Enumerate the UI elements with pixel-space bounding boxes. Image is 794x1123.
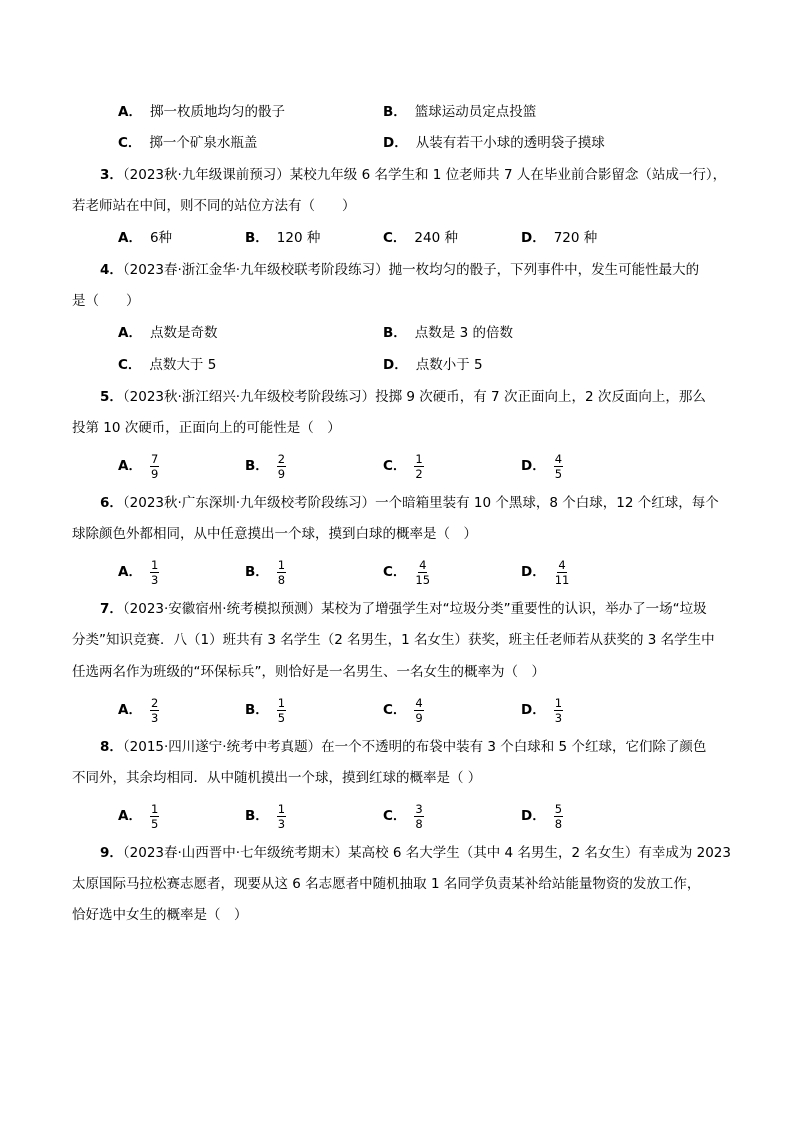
q7-option-d	[521, 693, 563, 727]
question-text: （2023·安徽宿州·统考模拟预测）某校为了增强学生对“垃圾分类”重要性的认识，举办了一场“垃圾	[122, 601, 707, 617]
fraction	[277, 802, 286, 831]
fraction	[150, 696, 159, 725]
question-text: （2015·四川遂宁·统考中考真题）在一个不透明的布袋中装有 3 个白球和 5 个红球，它们除了颜色	[122, 739, 707, 755]
option-label: D．	[521, 458, 546, 474]
q8-option-c	[383, 799, 424, 833]
q2-option-b	[383, 102, 536, 122]
option-label: B．	[245, 702, 269, 718]
denominator: 5	[150, 816, 159, 831]
q6-stem-line2: 球除颜色外都相同，从中任意摸出一个球，摸到白球的概率是（ ）	[72, 526, 477, 542]
option-label: C．	[383, 702, 407, 718]
fraction	[414, 802, 423, 831]
q3-stem-line1	[100, 165, 726, 185]
option-label: A．	[118, 325, 142, 341]
numerator: 2	[150, 695, 159, 710]
fraction	[277, 696, 286, 725]
option-label: A．	[118, 104, 142, 120]
option-label: B．	[383, 104, 407, 120]
q3-stem-line2: 若老师站在中间，则不同的站位方法有（ ）	[72, 198, 356, 214]
q8-option-a	[118, 799, 159, 833]
q3-option-b	[245, 228, 320, 248]
question-number: 4．	[100, 262, 123, 278]
option-label: B．	[245, 808, 269, 824]
q4-option-b	[383, 323, 513, 343]
q4-option-d	[383, 355, 483, 375]
option-text: 从装有若干小球的透明袋子摸球	[415, 135, 605, 151]
numerator: 4	[554, 451, 563, 466]
q5-stem-line1	[100, 387, 706, 407]
option-label: C．	[383, 230, 407, 246]
denominator: 9	[277, 466, 286, 481]
denominator: 9	[415, 710, 423, 725]
denominator: 8	[415, 816, 423, 831]
option-label: B．	[383, 325, 407, 341]
fraction	[150, 558, 159, 587]
question-number: 6．	[100, 495, 123, 511]
q6-stem-line1	[100, 493, 719, 513]
option-label: C．	[118, 357, 142, 373]
q6-option-c	[383, 555, 431, 589]
option-label: D．	[521, 702, 546, 718]
option-label: C．	[118, 135, 142, 151]
q4-option-c	[118, 355, 216, 375]
q5-option-a	[118, 449, 159, 483]
fraction	[414, 558, 431, 587]
question-text: （2023春·浙江金华·九年级校联考阶段练习）抛一枚均匀的骰子，下列事件中，发生可能性最大的	[122, 262, 700, 278]
option-label: A．	[118, 564, 142, 580]
question-number: 5．	[100, 389, 123, 405]
denominator: 9	[150, 466, 159, 481]
denominator: 3	[150, 710, 159, 725]
numerator: 1	[277, 801, 286, 816]
q7-stem-line1	[100, 599, 707, 619]
option-text: 点数小于 5	[415, 357, 483, 373]
numerator: 7	[150, 451, 159, 466]
fraction	[414, 696, 423, 725]
q7-option-a	[118, 693, 159, 727]
option-label: A．	[118, 808, 142, 824]
numerator: 4	[419, 557, 427, 572]
q3-option-a	[118, 228, 172, 248]
q6-option-b	[245, 555, 286, 589]
q3-option-d	[521, 228, 597, 248]
option-text: 点数大于 5	[149, 357, 217, 373]
denominator: 8	[277, 572, 286, 587]
q8-stem-line2: 不同外，其余均相同．从中随机摸出一个球，摸到红球的概率是（ ）	[72, 770, 482, 786]
option-label: A．	[118, 230, 142, 246]
option-text: 点数是 3 的倍数	[414, 325, 513, 341]
denominator: 5	[554, 466, 563, 481]
fraction	[554, 452, 563, 481]
q6-option-d	[521, 555, 570, 589]
option-label: C．	[383, 564, 407, 580]
numerator: 1	[150, 801, 159, 816]
numerator: 1	[277, 695, 286, 710]
fraction	[277, 452, 286, 481]
fraction	[554, 558, 571, 587]
q3-option-c	[383, 228, 458, 248]
denominator: 3	[554, 710, 563, 725]
q5-option-d	[521, 449, 563, 483]
q5-option-b	[245, 449, 286, 483]
option-text: 6种	[149, 230, 173, 246]
q9-stem-line2: 太原国际马拉松赛志愿者，现要从这 6 名志愿者中随机抽取 1 名同学负责某补给站能量物资的发放工作，	[72, 876, 701, 892]
numerator: 4	[558, 557, 566, 572]
q5-option-c	[383, 449, 424, 483]
option-label: A．	[118, 702, 142, 718]
option-label: D．	[521, 230, 546, 246]
option-label: D．	[383, 135, 408, 151]
denominator: 11	[554, 572, 570, 587]
numerator: 3	[415, 801, 423, 816]
question-number: 7．	[100, 601, 123, 617]
denominator: 8	[554, 816, 563, 831]
option-text: 720 种	[553, 230, 598, 246]
q8-option-b	[245, 799, 286, 833]
question-number: 9．	[100, 845, 123, 861]
numerator: 2	[277, 451, 286, 466]
fraction	[150, 452, 159, 481]
option-text: 点数是奇数	[149, 325, 218, 341]
q4-option-a	[118, 323, 217, 343]
option-label: C．	[383, 458, 407, 474]
option-label: B．	[245, 230, 269, 246]
numerator: 1	[554, 695, 563, 710]
numerator: 1	[150, 557, 159, 572]
option-text: 篮球运动员定点投篮	[414, 104, 537, 120]
question-text: （2023秋·九年级课前预习）某校九年级 6 名学生和 1 位老师共 7 人在毕业前合影留念（站成一行），	[122, 167, 727, 183]
q5-stem-line2: 投第 10 次硬币，正面向上的可能性是（ ）	[72, 420, 341, 436]
option-text: 掷一个矿泉水瓶盖	[149, 135, 258, 151]
numerator: 1	[277, 557, 286, 572]
q7-option-b	[245, 693, 286, 727]
fraction	[150, 802, 159, 831]
q7-option-c	[383, 693, 424, 727]
q2-option-a	[118, 102, 285, 122]
option-text: 掷一枚质地均匀的骰子	[149, 104, 285, 120]
option-text: 120 种	[276, 230, 321, 246]
q4-stem-line2: 是（ ）	[72, 293, 140, 309]
numerator: 4	[415, 695, 423, 710]
q4-stem-line1	[100, 260, 699, 280]
option-label: B．	[245, 458, 269, 474]
option-label: D．	[521, 808, 546, 824]
denominator: 2	[415, 466, 423, 481]
fraction	[554, 802, 563, 831]
q6-option-a	[118, 555, 159, 589]
numerator: 1	[415, 451, 423, 466]
option-label: C．	[383, 808, 407, 824]
denominator: 3	[150, 572, 159, 587]
q2-option-d	[383, 133, 605, 153]
option-label: D．	[521, 564, 546, 580]
denominator: 5	[277, 710, 286, 725]
question-number: 3．	[100, 167, 123, 183]
numerator: 5	[554, 801, 563, 816]
option-label: A．	[118, 458, 142, 474]
option-label: D．	[383, 357, 408, 373]
q2-option-c	[118, 133, 257, 153]
q8-stem-line1	[100, 737, 706, 757]
option-text: 240 种	[414, 230, 458, 246]
q9-stem-line1	[100, 843, 731, 863]
question-number: 8．	[100, 739, 123, 755]
q7-stem-line3: 任选两名作为班级的“环保标兵”，则恰好是一名男生、一名女生的概率为（ ）	[72, 664, 545, 680]
fraction	[277, 558, 286, 587]
q7-stem-line2: 分类”知识竞赛．八（1）班共有 3 名学生（2 名男生，1 名女生）获奖，班主任老师若从获奖的 3 名学生中	[72, 632, 715, 648]
option-label: B．	[245, 564, 269, 580]
q9-stem-line3: 恰好选中女生的概率是（ ）	[72, 907, 248, 923]
question-text: （2023秋·广东深圳·九年级校考阶段练习）一个暗箱里装有 10 个黑球，8 个白球，12 个红球，每个	[122, 495, 719, 511]
fraction	[414, 452, 423, 481]
question-text: （2023秋·浙江绍兴·九年级校考阶段练习）投掷 9 次硬币，有 7 次正面向上，2 次反面向上，那么	[122, 389, 706, 405]
denominator: 3	[277, 816, 286, 831]
fraction	[554, 696, 563, 725]
question-text: （2023春·山西晋中·七年级统考期末）某高校 6 名大学生（其中 4 名男生，2 名女生）有幸成为 2023	[122, 845, 731, 861]
q8-option-d	[521, 799, 563, 833]
denominator: 15	[415, 572, 431, 587]
